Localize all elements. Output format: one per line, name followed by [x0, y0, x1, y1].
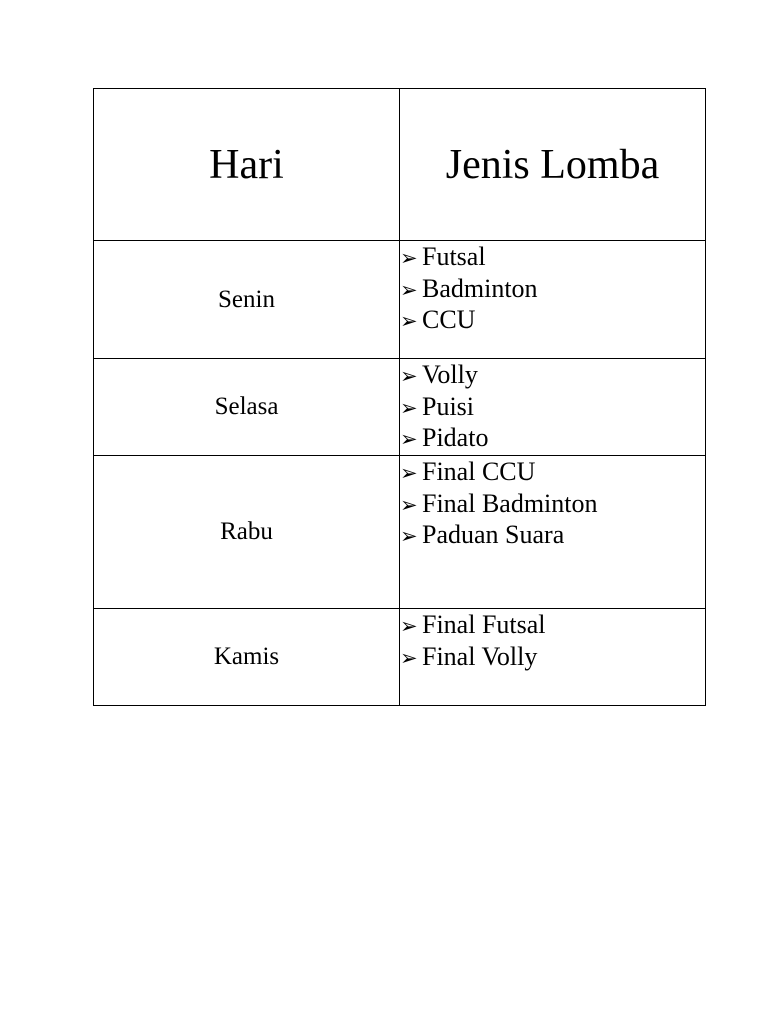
day-cell: Senin — [94, 241, 400, 359]
day-cell: Kamis — [94, 609, 400, 706]
event-label: Final Futsal — [422, 610, 546, 639]
event-item — [400, 242, 705, 274]
event-item — [400, 423, 705, 455]
events-cell — [400, 456, 706, 609]
event-item — [400, 642, 705, 674]
event-list — [400, 609, 705, 673]
event-item — [400, 274, 705, 306]
event-list — [400, 359, 705, 455]
arrow-bullet-icon: ➢ — [400, 492, 418, 517]
event-item — [400, 392, 705, 424]
events-cell — [400, 241, 706, 359]
event-item — [400, 457, 705, 489]
header-competition-type: Jenis Lomba — [400, 89, 706, 241]
arrow-bullet-icon: ➢ — [400, 277, 418, 302]
table-row — [94, 609, 706, 706]
day-cell: Selasa — [94, 359, 400, 456]
header-day: Hari — [94, 89, 400, 241]
event-item — [400, 520, 705, 552]
arrow-bullet-icon: ➢ — [400, 427, 418, 451]
arrow-bullet-icon: ➢ — [400, 364, 418, 388]
event-item — [400, 360, 705, 392]
event-label: Paduan Suara — [422, 520, 565, 549]
event-label: Final CCU — [422, 457, 536, 486]
arrow-bullet-icon: ➢ — [400, 461, 418, 485]
events-cell — [400, 359, 706, 456]
event-label: CCU — [422, 305, 476, 334]
events-cell — [400, 609, 706, 706]
table-row — [94, 359, 706, 456]
arrow-bullet-icon: ➢ — [400, 614, 418, 638]
table-row — [94, 241, 706, 359]
event-label: Futsal — [422, 242, 486, 271]
event-list — [400, 456, 705, 552]
event-label: Final Badminton — [422, 488, 598, 518]
event-item — [400, 305, 705, 337]
event-item — [400, 489, 705, 521]
arrow-bullet-icon: ➢ — [400, 524, 418, 548]
day-cell: Rabu — [94, 456, 400, 609]
table-row — [94, 456, 706, 609]
event-label: Puisi — [422, 391, 475, 421]
arrow-bullet-icon: ➢ — [400, 645, 418, 670]
event-label: Volly — [422, 360, 478, 389]
arrow-bullet-icon: ➢ — [400, 395, 418, 420]
event-label: Final Volly — [422, 641, 538, 671]
event-list — [400, 241, 705, 337]
competition-schedule-table — [93, 88, 706, 706]
table-header-row — [94, 89, 706, 241]
arrow-bullet-icon: ➢ — [400, 246, 418, 270]
event-item — [400, 610, 705, 642]
event-label: Badminton — [422, 273, 538, 303]
event-label: Pidato — [422, 423, 489, 452]
arrow-bullet-icon: ➢ — [400, 309, 418, 333]
